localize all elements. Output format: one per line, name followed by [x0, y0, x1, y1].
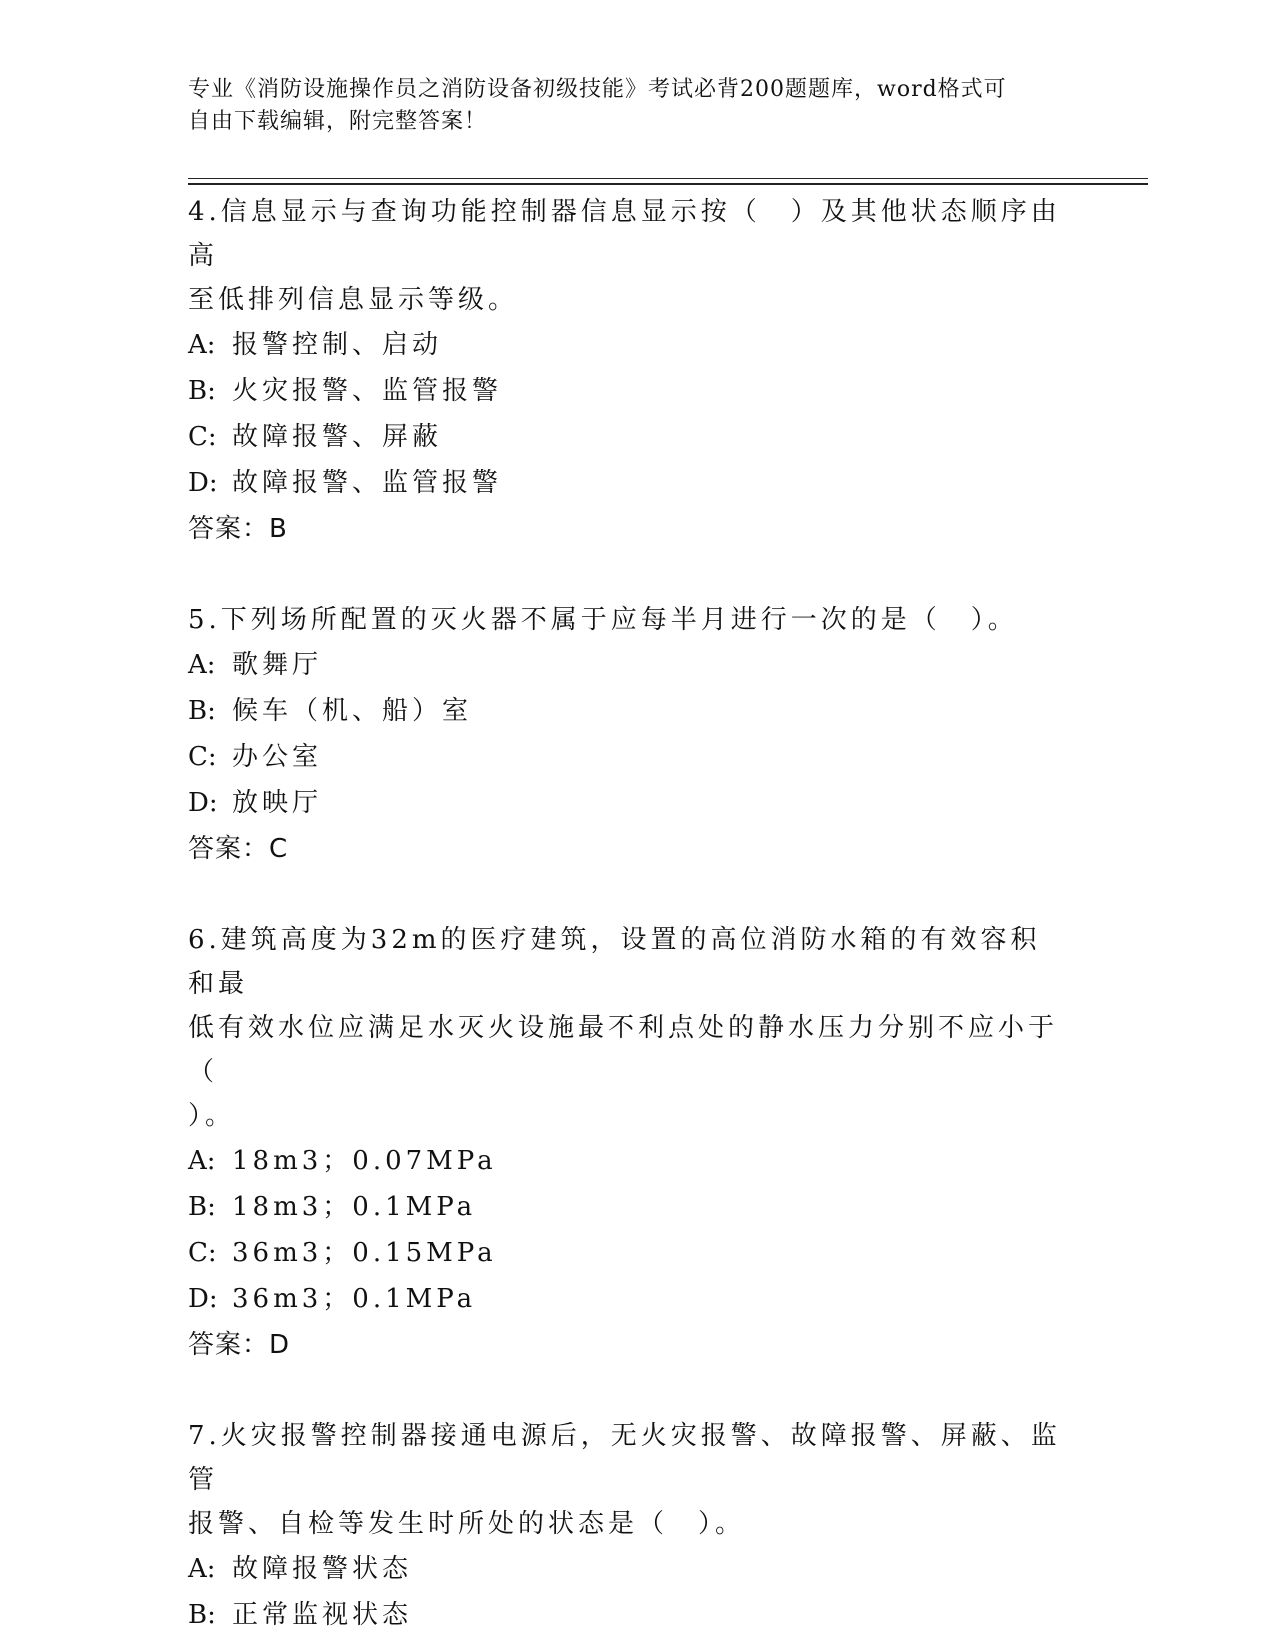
- option-text: 故障报警状态: [232, 1554, 413, 1584]
- option-text: 报警控制、启动: [232, 330, 443, 360]
- option-d: [188, 460, 1068, 506]
- option-key: A:: [188, 1554, 216, 1584]
- question-spacer: [188, 552, 1068, 598]
- question-4: [188, 190, 1068, 552]
- option-a: [188, 1138, 1068, 1184]
- option-text: 歌舞厅: [232, 650, 323, 680]
- answer-line: 答案：B: [188, 514, 288, 544]
- option-c: [188, 734, 1068, 780]
- option-key: B:: [188, 696, 216, 726]
- option-key: A:: [188, 650, 216, 680]
- question-stem-line: 6.建筑高度为32m的医疗建筑，设置的高位消防水箱的有效容积和最: [188, 925, 1041, 999]
- answer-line: 答案：D: [188, 1330, 291, 1360]
- answer-line: 答案：C: [188, 834, 289, 864]
- option-a: [188, 1546, 1068, 1592]
- header-line-1: 专业《消防设施操作员之消防设备初级技能》考试必背200题题库，word格式可: [188, 77, 1007, 102]
- option-d: [188, 780, 1068, 826]
- option-text: 正常监视状态: [232, 1600, 413, 1630]
- option-text: 18m3；0.07MPa: [232, 1146, 497, 1176]
- header-divider-thin: [188, 178, 1148, 179]
- option-key: A:: [188, 330, 216, 360]
- question-spacer: [188, 1368, 1068, 1414]
- question-list: [188, 190, 1068, 1638]
- option-key: C:: [188, 742, 217, 772]
- option-d: [188, 1276, 1068, 1322]
- option-key: D:: [188, 788, 218, 818]
- option-key: C:: [188, 1238, 217, 1268]
- option-text: 放映厅: [232, 788, 323, 818]
- option-key: A:: [188, 1146, 216, 1176]
- option-a: [188, 322, 1068, 368]
- question-stem-line: 7.火灾报警控制器接通电源后，无火灾报警、故障报警、屏蔽、监管: [188, 1421, 1061, 1495]
- option-text: 36m3；0.15MPa: [232, 1238, 497, 1268]
- question-5: [188, 598, 1068, 872]
- option-text: 办公室: [232, 742, 323, 772]
- option-key: B:: [188, 1192, 216, 1222]
- question-stem-line: ）。: [188, 1101, 236, 1131]
- question-stem-line: 报警、自检等发生时所处的状态是（ ）。: [188, 1509, 746, 1539]
- question-6: [188, 918, 1068, 1368]
- option-b: [188, 688, 1068, 734]
- option-text: 故障报警、屏蔽: [232, 422, 443, 452]
- option-b: [188, 1184, 1068, 1230]
- option-text: 36m3；0.1MPa: [232, 1284, 477, 1314]
- question-stem-line: 低有效水位应满足水灭火设施最不利点处的静水压力分别不应小于（: [188, 1013, 1059, 1087]
- header-line-2: 自由下载编辑，附完整答案！: [188, 109, 488, 134]
- option-a: [188, 642, 1068, 688]
- option-text: 故障报警、监管报警: [232, 468, 503, 498]
- option-text: 候车（机、船）室: [232, 696, 473, 726]
- question-spacer: [188, 872, 1068, 918]
- document-header: [188, 74, 1068, 138]
- header-divider-thick: [188, 183, 1148, 185]
- option-c: [188, 1230, 1068, 1276]
- option-key: D:: [188, 1284, 218, 1314]
- option-key: C:: [188, 422, 217, 452]
- option-b: [188, 1592, 1068, 1638]
- option-text: 火灾报警、监管报警: [232, 376, 503, 406]
- option-c: [188, 414, 1068, 460]
- option-key: B:: [188, 376, 216, 406]
- question-stem-line: 4.信息显示与查询功能控制器信息显示按（ ）及其他状态顺序由高: [188, 197, 1061, 271]
- question-7: [188, 1414, 1068, 1638]
- question-stem-line: 至低排列信息显示等级。: [188, 285, 519, 315]
- option-key: B:: [188, 1600, 216, 1630]
- option-text: 18m3；0.1MPa: [232, 1192, 477, 1222]
- option-key: D:: [188, 468, 218, 498]
- option-b: [188, 368, 1068, 414]
- question-stem-line: 5.下列场所配置的灭火器不属于应每半月进行一次的是（ ）。: [188, 605, 1018, 635]
